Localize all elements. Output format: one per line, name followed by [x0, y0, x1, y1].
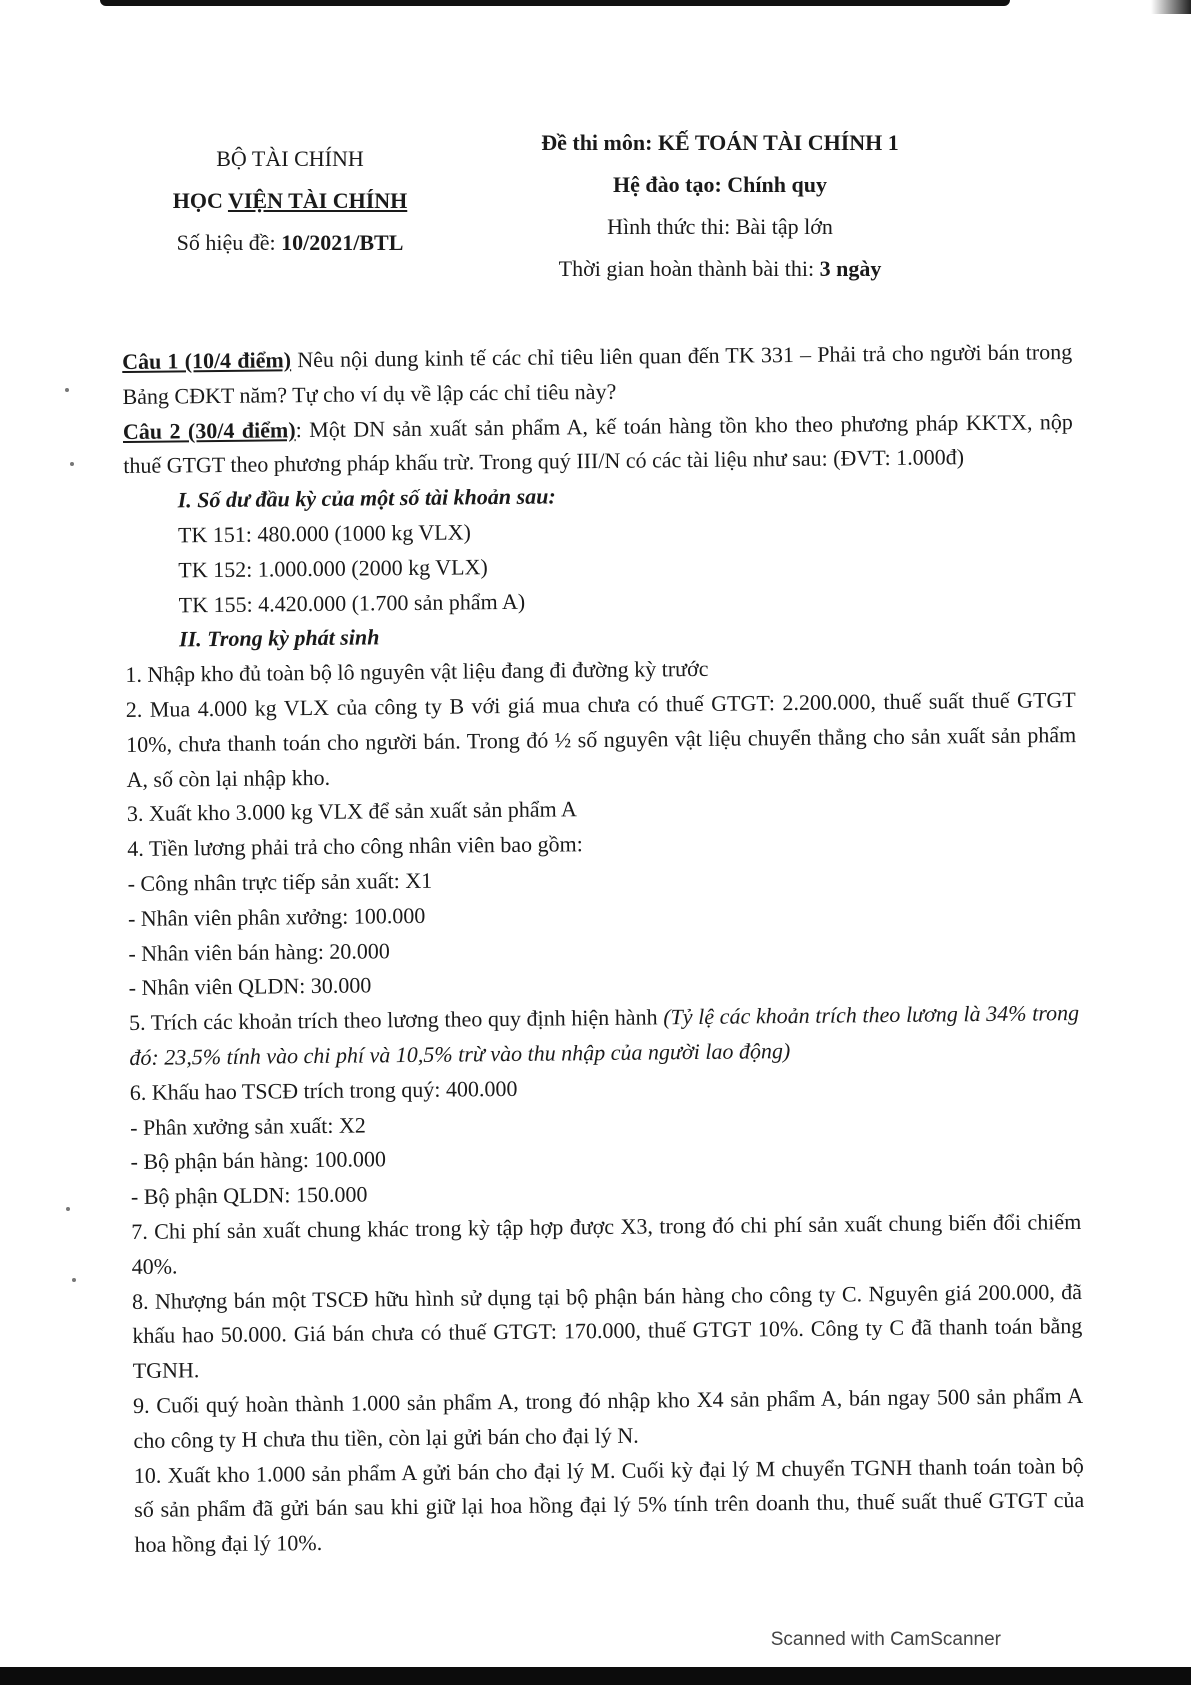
academy-name: HỌC VIỆN TÀI CHÍNH [172, 188, 408, 213]
transaction-5: 5. Trích các khoản trích theo lương theo quy định hiện hành (Tỷ lệ các khoản trích theo lương là 34% trong đó: 23,5% tính vào chi phí và 10,5% trừ vào thu nhập của người lao động) [128, 1000, 1080, 1070]
transaction-3: 3. Xuất kho 3.000 kg VLX để sản xuất sản phẩm A [126, 796, 577, 827]
issuer-block [130, 138, 450, 264]
transaction-2: 2. Mua 4.000 kg VLX của công ty B với giá mua chưa có thuế GTGT: 2.200.000, thuế suất thuế GTGT 10%, chưa thanh toán cho người bán. Trong đó ½ số nguyên vật liệu chuyển thẳng cho sản xuất sản phẩm A, số còn lại nhập kho. [125, 687, 1077, 792]
section-transactions: II. Trong kỳ phát sinh [178, 624, 380, 652]
ministry-name: BỘ TÀI CHÍNH [216, 146, 364, 171]
transaction-4: 4. Tiền lương phải trả cho công nhân viên bao gồm: [127, 831, 583, 862]
exam-content [122, 335, 1085, 1563]
transaction-8: 8. Nhượng bán một TSCĐ hữu hình sử dụng tại bộ phận bán hàng cho công ty C. Nguyên giá 200.000, đã khấu hao 50.000. Giá bán chưa có thuế GTGT: 170.000, thuế GTGT 10%. Công ty C đã thanh toán bằng TGNH. [131, 1278, 1083, 1384]
transaction-1: 1. Nhập kho đủ toàn bộ lô nguyên vật liệu đang đi đường kỳ trước [125, 656, 709, 688]
transaction-9: 9. Cuối quý hoàn thành 1.000 sản phẩm A, trong đó nhập kho X4 sản phẩm A, bán ngay 500 sản phẩm A cho công ty H chưa thu tiền, còn lại gửi bán cho đại lý N. [132, 1382, 1084, 1453]
scan-bottom-border [0, 1667, 1191, 1685]
training-type: Hệ đào tạo: Chính quy [613, 172, 827, 197]
salary-line: - Nhân viên phân xưởng: 100.000 [127, 902, 426, 931]
margin-dot [65, 388, 69, 392]
salary-line: - Nhân viên QLDN: 30.000 [128, 972, 372, 1001]
scan-corner-shadow [1151, 0, 1191, 14]
margin-dot [72, 1278, 76, 1282]
salary-line: - Nhân viên bán hàng: 20.000 [128, 937, 390, 966]
depreciation-line: - Phân xưởng sản xuất: X2 [130, 1112, 366, 1140]
question-2 [123, 405, 1074, 485]
exam-subject: Đề thi môn: KẾ TOÁN TÀI CHÍNH 1 [541, 130, 899, 155]
section-opening-balances: I. Số dư đầu kỳ của một số tài khoản sau: [177, 483, 556, 513]
question-1-title: Câu 1 (10/4 điểm) [122, 347, 292, 374]
exam-duration: Thời gian hoàn thành bài thi: 3 ngày [558, 256, 882, 281]
scan-top-border [100, 0, 1010, 6]
transaction-7: 7. Chi phí sản xuất chung khác trong kỳ tập hợp được X3, trong đó chi phí sản xuất chung biến đổi chiếm 40%. [131, 1208, 1082, 1279]
margin-dot [66, 1207, 70, 1211]
depreciation-line: - Bộ phận bán hàng: 100.000 [130, 1146, 387, 1175]
question-1-text: Nêu nội dung kinh tế các chỉ tiêu liên quan đến TK 331 – Phải trả cho người bán trong Bảng CĐKT năm? Tự cho ví dụ về lập các chỉ tiêu này? [122, 339, 1073, 409]
transaction-10: 10. Xuất kho 1.000 sản phẩm A gửi bán cho đại lý M. Cuối kỳ đại lý M chuyển TGNH thanh toán toàn bộ số sản phẩm đã gửi bán sau khi giữ lại hoa hồng đại lý 5% tính trên doanh thu, thuế suất thuế GTGT của hoa hồng đại lý 10%. [133, 1452, 1085, 1558]
exam-form: Hình thức thi: Bài tập lớn [607, 214, 833, 239]
salary-line: - Công nhân trực tiếp sản xuất: X1 [127, 867, 433, 896]
balance-line: TK 151: 480.000 (1000 kg VLX) [177, 519, 472, 548]
margin-dot [70, 462, 74, 466]
question-2-title: Câu 2 (30/4 điểm) [122, 416, 296, 444]
question-2-intro: : Một DN sản xuất sản phẩm A, kế toán hàng tồn kho theo phương pháp KKTX, nộp thuế GTGT theo phương pháp khấu trừ. Trong quý III/N có các tài liệu như sau: (ĐVT: 1.000đ) [123, 408, 1073, 479]
depreciation-line: - Bộ phận QLDN: 150.000 [130, 1181, 368, 1210]
transaction-6: 6. Khấu hao TSCĐ trích trong quý: 400.000 [129, 1075, 518, 1105]
exam-info-block [500, 122, 940, 290]
question-1 [122, 335, 1073, 415]
balance-line: TK 152: 1.000.000 (2000 kg VLX) [178, 553, 488, 583]
camscanner-watermark: Scanned with CamScanner [770, 1629, 1001, 1650]
exam-code: Số hiệu đề: 10/2021/BTL [176, 230, 404, 255]
balance-line: TK 155: 4.420.000 (1.700 sản phẩm A) [178, 588, 526, 617]
